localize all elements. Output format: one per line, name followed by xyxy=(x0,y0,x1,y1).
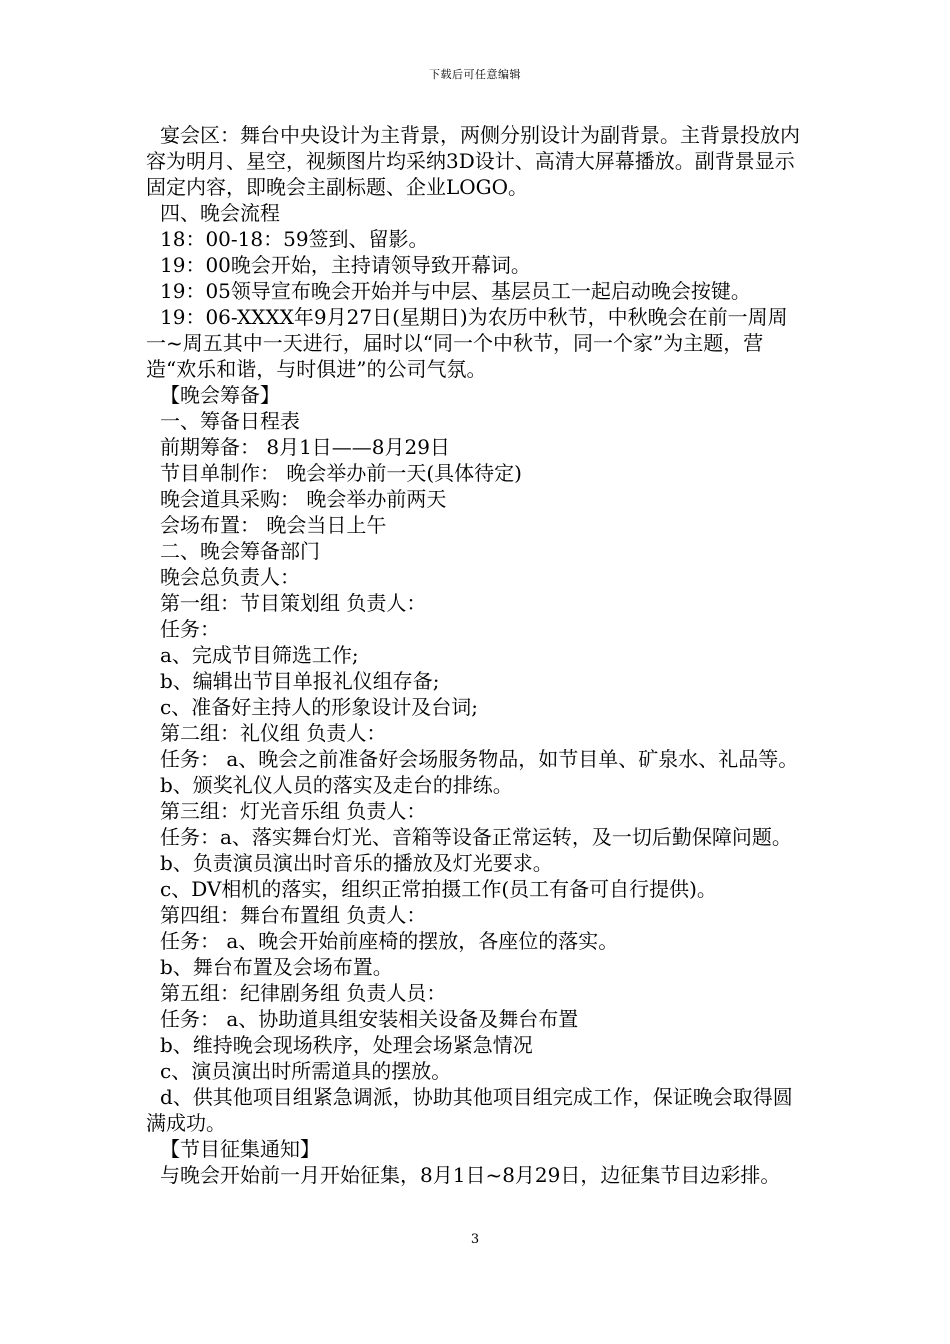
list-item: b、负责演员演出时音乐的播放及灯光要求。 xyxy=(160,851,553,875)
list-item: 前期筹备： 8月1日——8月29日 xyxy=(160,435,450,459)
paragraph: 与晚会开始前一月开始征集，8月1日~8月29日，边征集节目边彩排。 xyxy=(160,1163,781,1187)
group-heading: 第三组：灯光音乐组 负责人： xyxy=(160,799,427,823)
document-body xyxy=(146,122,806,1188)
list-item: 晚会总负责人： xyxy=(160,565,300,589)
list-item: b、舞台布置及会场布置。 xyxy=(160,955,393,979)
group-heading: 第二组：礼仪组 负责人： xyxy=(160,721,387,745)
list-item: b、颁奖礼仪人员的落实及走台的排练。 xyxy=(160,773,513,797)
list-item: 任务： xyxy=(160,617,220,641)
group-heading: 第四组：舞台布置组 负责人： xyxy=(160,903,427,927)
list-item: 任务：a、落实舞台灯光、音箱等设备正常运转，及一切后勤保障问题。 xyxy=(160,825,792,849)
section-heading: 【晚会筹备】 xyxy=(160,383,280,407)
list-item: a、完成节目筛选工作; xyxy=(160,643,359,667)
list-item: c、准备好主持人的形象设计及台词; xyxy=(160,695,478,719)
list-item: 晚会道具采购： 晚会举办前两天 xyxy=(160,487,447,511)
schedule-item: 19：00晚会开始，主持请领导致开幕词。 xyxy=(160,253,531,277)
list-item: b、维持晚会现场秩序，处理会场紧急情况 xyxy=(160,1033,533,1057)
schedule-item: 19：05领导宣布晚会开始并与中层、基层员工一起启动晚会按键。 xyxy=(160,279,751,303)
page-number: 3 xyxy=(470,1232,480,1247)
list-item: c、演员演出时所需道具的摆放。 xyxy=(160,1059,452,1083)
paragraph: 宴会区：舞台中央设计为主背景，两侧分别设计为副背景。主背景投放内容为明月、星空，视频图片均采纳3D设计、高清大屏幕播放。副背景显示固定内容，即晚会主副标题、企业LOGO。 xyxy=(146,123,800,199)
group-heading: 第五组：纪律剧务组 负责人员： xyxy=(160,981,447,1005)
section-heading: 一、筹备日程表 xyxy=(160,409,300,433)
section-heading: 二、晚会筹备部门 xyxy=(160,539,320,563)
paragraph: 19：06-XXXX年9月27日(星期日)为农历中秋节，中秋晚会在前一周周一~周五其中一天进行，届时以“同一个中秋节，同一个家”为主题，营造“欢乐和谐，与时俱进”的公司气氛。 xyxy=(146,305,788,381)
schedule-item: 18：00-18：59签到、留影。 xyxy=(160,227,429,251)
list-item: d、供其他项目组紧急调派，协助其他项目组完成工作，保证晚会取得圆满成功。 xyxy=(146,1085,793,1135)
section-heading: 四、晚会流程 xyxy=(160,201,280,225)
list-item: 任务： a、协助道具组安装相关设备及舞台布置 xyxy=(160,1007,579,1031)
list-item: 会场布置： 晚会当日上午 xyxy=(160,513,387,537)
list-item: 任务： a、晚会开始前座椅的摆放，各座位的落实。 xyxy=(160,929,619,953)
section-heading: 【节目征集通知】 xyxy=(160,1137,320,1161)
list-item: c、DV相机的落实，组织正常拍摄工作(员工有备可自行提供)。 xyxy=(160,877,717,901)
group-heading: 第一组：节目策划组 负责人： xyxy=(160,591,427,615)
list-item: 节目单制作： 晚会举办前一天(具体待定) xyxy=(160,461,522,485)
list-item: 任务： a、晚会之前准备好会场服务物品，如节目单、矿泉水、礼品等。 xyxy=(160,747,799,771)
page-header: 下载后可任意编辑 xyxy=(429,68,521,81)
list-item: b、编辑出节目单报礼仪组存备; xyxy=(160,669,440,693)
